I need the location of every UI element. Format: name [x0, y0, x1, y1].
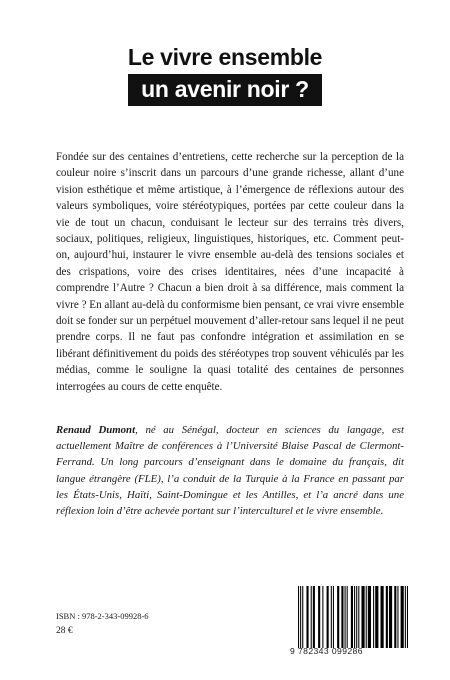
barcode-bar	[298, 586, 299, 648]
barcode-bar	[354, 586, 355, 648]
barcode-bar	[331, 586, 332, 648]
barcode-bar	[356, 586, 357, 648]
barcode-bar	[407, 586, 408, 648]
barcode-bar	[333, 586, 334, 648]
barcode-bar	[313, 586, 315, 648]
back-cover-blurb: Fondée sur des centaines d’entretiens, cette recherche sur la perception de la couleur noire s’inscrit dans un parcours d’une grande richesse, allant d’une vision esthétique et même artistique, à l’émergence de réflexions autour des valeurs symboliques, voire stéréotypiques, portées par cette couleur dans la vie de tout un chacun, conduisant le lecteur sur des terrains très divers, sociaux, politiques, religieux, linguistiques, historiques, etc. Comment peut-on, aujourd’hui, instaurer le vivre ensemble au-delà des tensions sociales et des crispations, voire des crises identitaires, nées d’une incapacité à comprendre l’Autre ? Chacun a bien droit à sa différence, mais comment la vivre ? En allant au-delà du conformisme bien pensant, ce vrai vivre ensemble doit se fonder sur un perpétuel mouvement d’aller-retour sans lequel il ne peut prendre corps. Il ne faut pas confondre intégration et assimilation en se libérant définitivement du poids des stéréotypes trop souvent véhiculés par les médias, comme le souligne la quasi totalité des centaines de personnes interrogées au cours de cette enquête.	[56, 151, 404, 393]
barcode-bar	[341, 586, 343, 648]
barcode-bar	[368, 586, 371, 648]
barcode-bar	[337, 586, 339, 648]
barcode-bar	[389, 586, 392, 648]
barcode-digits: 9 782343 099286	[290, 646, 363, 656]
barcode-bar	[302, 586, 303, 648]
barcode-bar	[405, 586, 406, 648]
price-label: 28 €	[56, 626, 73, 636]
barcode-bar	[397, 586, 398, 648]
barcode-bar	[373, 586, 374, 648]
barcode-bar	[322, 586, 323, 648]
isbn-label: ISBN : 978-2-343-09928-6	[56, 611, 149, 621]
barcode-bar	[401, 586, 404, 648]
author-bio	[56, 422, 404, 519]
barcode-bar	[381, 586, 384, 648]
barcode-bar	[358, 586, 359, 648]
barcode-bar	[345, 586, 346, 648]
barcode-bar	[366, 586, 367, 648]
book-title	[0, 44, 450, 106]
barcode-bar	[361, 586, 364, 648]
barcode-bar	[300, 586, 301, 648]
barcode-bar	[318, 586, 320, 648]
barcode-bar	[351, 586, 353, 648]
barcode-bar	[327, 586, 329, 648]
title-line-2-banner: un avenir noir ?	[128, 74, 322, 106]
author-name: Renaud Dumont	[56, 424, 136, 436]
barcode-icon	[298, 586, 408, 648]
barcode-bar	[386, 586, 388, 648]
author-bio-text: , né au Sénégal, docteur en sciences du langage, est actuellement Maître de conférences à l’Université Blaise Pascal de Clermont-Ferrand. Un long parcours d’enseignant dans le domaine du français, dit langue étrangère (FLE), l’a conduit de la Turquie à la France en passant par les États-Unis, Haïti, Saint-Domingue et les Antilles, et l’a ancré dans une réflexion loin d’être achevée portant sur l’interculturel et le vivre ensemble.	[56, 424, 404, 518]
barcode-bar	[347, 586, 348, 648]
barcode-bar	[375, 586, 378, 648]
title-line-1: Le vivre ensemble	[127, 44, 323, 70]
barcode-bar	[311, 586, 312, 648]
barcode-bar	[306, 586, 308, 648]
barcode-bar	[394, 586, 396, 648]
